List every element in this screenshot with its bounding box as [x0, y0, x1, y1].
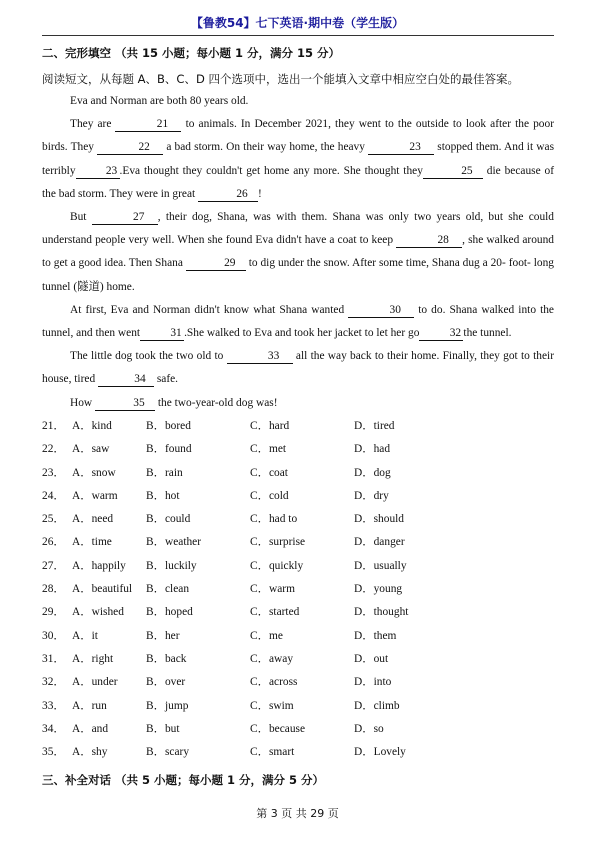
option-b[interactable]: B．over	[146, 676, 186, 689]
option-c[interactable]: C．started	[250, 606, 300, 619]
option-c[interactable]: C．because	[250, 722, 306, 735]
option-c[interactable]: C．across	[250, 676, 298, 689]
paragraph-3: But 27 , their dog, Shana, was with them. Shana was only two years old, but she could understand people very well. When she found Eva didn't have a coat to keep 28 , she walked around to get a good idea. Then Shana 29 to dig under the snow. After some time, Shana dug a 20- foot- long tunnel (隧道) home.	[42, 211, 555, 293]
option-c[interactable]: C．hard	[250, 420, 290, 432]
question-row	[42, 720, 554, 743]
option-a[interactable]: A．snow	[72, 466, 116, 479]
option-a[interactable]: A．need	[72, 513, 114, 526]
option-b[interactable]: B．her	[146, 629, 180, 642]
option-d[interactable]: D．into	[354, 676, 392, 689]
section-title-cloze: 二、完形填空 （共 15 小题；每小题 1 分，满分 15 分）	[42, 46, 341, 60]
option-d[interactable]: D．had	[354, 443, 391, 456]
option-a[interactable]: A．wished	[72, 606, 124, 619]
option-a[interactable]: A．right	[72, 652, 114, 665]
question-row	[42, 603, 554, 626]
cloze-passage	[42, 90, 554, 415]
question-number: 30．	[42, 629, 65, 642]
option-b[interactable]: B．clean	[146, 583, 190, 596]
question-row	[42, 440, 554, 463]
paragraph-1: Eva and Norman are both 80 years old.	[70, 95, 249, 107]
option-c[interactable]: C．me	[250, 629, 283, 642]
option-d[interactable]: D．young	[354, 583, 403, 596]
option-d[interactable]: D．should	[354, 513, 404, 526]
option-a[interactable]: A．warm	[72, 489, 118, 502]
question-row	[42, 487, 554, 510]
question-number: 33．	[42, 699, 65, 712]
option-c[interactable]: C．away	[250, 652, 294, 665]
question-number: 23．	[42, 466, 65, 479]
question-number: 25．	[42, 513, 65, 526]
blank-33[interactable]: 33	[227, 350, 293, 364]
question-row	[42, 650, 554, 673]
page-header: 【鲁教54】七下英语·期中卷（学生版）	[190, 16, 405, 30]
paragraph-4: At first, Eva and Norman didn't know what Shana wanted 30 to do. Shana walked into the tunnel, and then went 31 .She walked to Eva and took her jacket to let her go 32 the tunnel.	[42, 303, 554, 340]
question-row	[42, 697, 554, 720]
page-footer: 第 3 页 共 29 页	[256, 807, 339, 820]
option-b[interactable]: B．back	[146, 652, 187, 665]
question-row	[42, 464, 554, 487]
paragraph-6: How 35 the two-year-old dog was!	[70, 396, 278, 409]
option-c[interactable]: C．surprise	[250, 536, 306, 549]
question-row	[42, 743, 554, 766]
blank-31[interactable]: 31	[140, 327, 184, 341]
blank-34[interactable]: 34	[98, 373, 154, 387]
blank-35[interactable]: 35	[95, 397, 155, 411]
question-number: 31．	[42, 652, 65, 665]
question-row	[42, 533, 554, 556]
option-a[interactable]: A．kind	[72, 420, 112, 432]
option-c[interactable]: C．quickly	[250, 559, 304, 572]
option-c[interactable]: C．warm	[250, 583, 295, 596]
option-c[interactable]: C．swim	[250, 699, 294, 712]
blank-24[interactable]: 23	[76, 165, 120, 179]
option-b[interactable]: B．jump	[146, 699, 189, 712]
paragraph-5: The little dog took the two old to 33 all the way back to their home. Finally, they got to their house, tired 34 safe.	[42, 350, 554, 386]
blank-22[interactable]: 22	[97, 141, 163, 155]
option-a[interactable]: A．happily	[72, 559, 126, 572]
option-b[interactable]: B．luckily	[146, 559, 197, 572]
option-b[interactable]: B．but	[146, 722, 180, 735]
option-d[interactable]: D．tired	[354, 420, 395, 432]
question-number: 21．	[42, 420, 65, 432]
option-d[interactable]: D．thought	[354, 606, 409, 619]
question-row	[42, 580, 554, 603]
option-c[interactable]: C．had to	[250, 513, 298, 526]
question-row	[42, 557, 554, 580]
question-row	[42, 417, 554, 440]
option-a[interactable]: A．shy	[72, 746, 108, 759]
option-a[interactable]: A．run	[72, 699, 107, 712]
blank-21[interactable]: 21	[115, 118, 181, 132]
blank-25[interactable]: 25	[423, 165, 483, 179]
section-title-dialogue: 三、补全对话 （共 5 小题；每小题 1 分，满分 5 分）	[42, 773, 325, 787]
question-number: 24．	[42, 489, 65, 502]
question-row	[42, 673, 554, 696]
blank-30[interactable]: 30	[348, 304, 414, 318]
blank-23[interactable]: 23	[368, 141, 434, 155]
option-d[interactable]: D．Lovely	[354, 746, 406, 759]
option-b[interactable]: B．hoped	[146, 606, 193, 619]
option-b[interactable]: B．hot	[146, 489, 180, 502]
option-c[interactable]: C．coat	[250, 466, 288, 479]
question-number: 26．	[42, 536, 65, 549]
option-a[interactable]: A．and	[72, 722, 109, 735]
question-number: 35．	[42, 746, 65, 759]
header-divider	[42, 35, 554, 36]
option-b[interactable]: B．found	[146, 443, 192, 456]
option-c[interactable]: C．met	[250, 443, 287, 456]
option-b[interactable]: B．weather	[146, 536, 202, 549]
option-d[interactable]: D．so	[354, 722, 384, 735]
answer-options	[42, 417, 554, 766]
question-number: 29．	[42, 606, 65, 619]
blank-29[interactable]: 29	[186, 257, 246, 271]
option-a[interactable]: A．beautiful	[72, 583, 133, 596]
option-a[interactable]: A．it	[72, 629, 98, 642]
option-a[interactable]: A．saw	[72, 443, 110, 456]
option-c[interactable]: C．cold	[250, 489, 289, 502]
question-number: 28．	[42, 583, 65, 596]
option-d[interactable]: D．usually	[354, 559, 407, 572]
option-b[interactable]: B．scary	[146, 746, 190, 759]
option-b[interactable]: B．rain	[146, 466, 183, 479]
blank-28[interactable]: 28	[396, 234, 462, 248]
question-row	[42, 510, 554, 533]
option-a[interactable]: A．time	[72, 536, 112, 549]
question-number: 22．	[42, 443, 65, 456]
option-c[interactable]: C．smart	[250, 746, 295, 759]
blank-32[interactable]: 32	[419, 327, 463, 341]
question-row	[42, 627, 554, 650]
question-number: 34．	[42, 722, 65, 735]
option-d[interactable]: D．them	[354, 629, 397, 642]
option-d[interactable]: D．out	[354, 652, 389, 665]
blank-26[interactable]: 26	[198, 188, 258, 202]
option-d[interactable]: D．danger	[354, 536, 405, 549]
option-b[interactable]: B．bored	[146, 420, 191, 432]
question-number: 27．	[42, 559, 65, 572]
paragraph-2: They are 21 to animals. In December 2021, they went to the outside to look after the poor birds. They 22 a bad storm. On their way home, the heavy 23 stopped them. And it was terribly 23 .Eva thought they couldn't get home any more. She thought they 25 die because of the bad storm. They were in great 26 !	[42, 118, 555, 200]
option-d[interactable]: D．dry	[354, 489, 389, 502]
option-a[interactable]: A．under	[72, 676, 118, 689]
option-d[interactable]: D．climb	[354, 699, 400, 712]
section-instruction: 阅读短文，从每题 A、B、C、D 四个选项中，选出一个能填入文章中相应空白处的最佳答案。	[42, 72, 519, 86]
option-b[interactable]: B．could	[146, 513, 191, 526]
blank-27[interactable]: 27	[92, 211, 158, 225]
option-d[interactable]: D．dog	[354, 466, 391, 479]
question-number: 32．	[42, 676, 65, 689]
